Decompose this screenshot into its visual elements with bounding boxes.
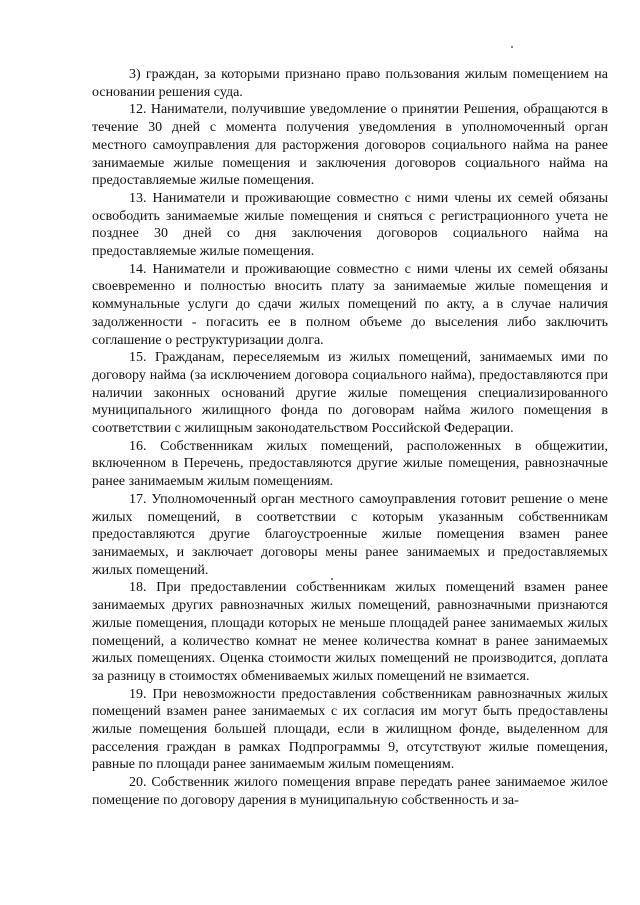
- paragraph-item-13: 13. Наниматели и проживающие совместно с ними члены их семей обязаны освободить занимаемые жилые помещения и сняться с регистрационного учета не позднее 30 дней со дня заключения договоров социального найма на предоставляемые жилые помещения.: [92, 190, 608, 260]
- paragraph-item-3: 3) граждан, за которыми признано право пользования жилым помещением на основании решения суда.: [92, 67, 608, 100]
- paragraph-item-20: 20. Собственник жилого помещения вправе передать ранее занимаемое жилое помещение по договору дарения в муниципальную собственность и за-: [92, 775, 608, 808]
- paragraph-item-16: 16. Собственникам жилых помещений, расположенных в общежитии, включенном в Перечень, предоставляются другие жилые помещения, равнозначные ранее занимаемым жилым помещениям.: [92, 438, 608, 490]
- paragraph-item-19: 19. При невозможности предоставления собственникам равнозначных жилых помещений взамен ранее занимаемых с их согласия им могут быть предоставлены жилые помещения большей площади, если в жилищном фонде, выделенном для расселения граждан в рамках Подпрограммы 9, отсутствуют жилые помещения, равные по площади ранее занимаемым жилым помещениям.: [92, 686, 608, 773]
- document-body: [92, 66, 608, 810]
- paragraph-item-18: 18. При предоставлении собственникам жилых помещений взамен ранее занимаемых других равнозначных жилых помещений, равнозначными признаются жилые помещения, площади которых не меньше площадей ранее занимаемых жилых помещений, а количество комнат не менее количества комнат в ранее занимаемых жилых помещениях. Оценка стоимости жилых помещений не производится, доплата за разницу в стоимостях обмениваемых жилых помещений не взимается.: [92, 580, 608, 684]
- paragraph-item-17: 17. Уполномоченный орган местного самоуправления готовит решение о мене жилых помещений, в соответствии с которым указанным собственникам предоставляются другие благоустроенные жилые помещения взамен ранее занимаемых, и заключает договоры мены ранее занимаемых и предоставляемых жилых помещений.: [92, 491, 608, 578]
- paragraph-item-12: 12. Наниматели, получившие уведомление о принятии Решения, обращаются в течение 30 дней с момента получения уведомления в уполномоченный орган местного самоуправления для расторжения договоров социального найма на ранее занимаемые жилые помещения и заключения договоров социального найма на предоставляемые жилые помещения.: [92, 102, 608, 189]
- paragraph-item-14: 14. Наниматели и проживающие совместно с ними члены их семей обязаны своевременно и полностью вносить плату за занимаемые жилые помещения и коммунальные услуги до сдачи жилых помещений по акту, а в случае наличия задолженности - погасить ее в полном объеме до выселения либо заключить соглашение о реструктуризации долга.: [92, 261, 608, 348]
- scan-speck: [511, 46, 513, 48]
- paragraph-item-15: 15. Гражданам, переселяемым из жилых помещений, занимаемых ими по договору найма (за исключением договора социального найма), предоставляются при наличии законных оснований другие жилые помещения специализированного муниципального жилищного фонда по договорам найма жилого помещения в соответствии с жилищным законодательством Российской Федерации.: [92, 350, 608, 437]
